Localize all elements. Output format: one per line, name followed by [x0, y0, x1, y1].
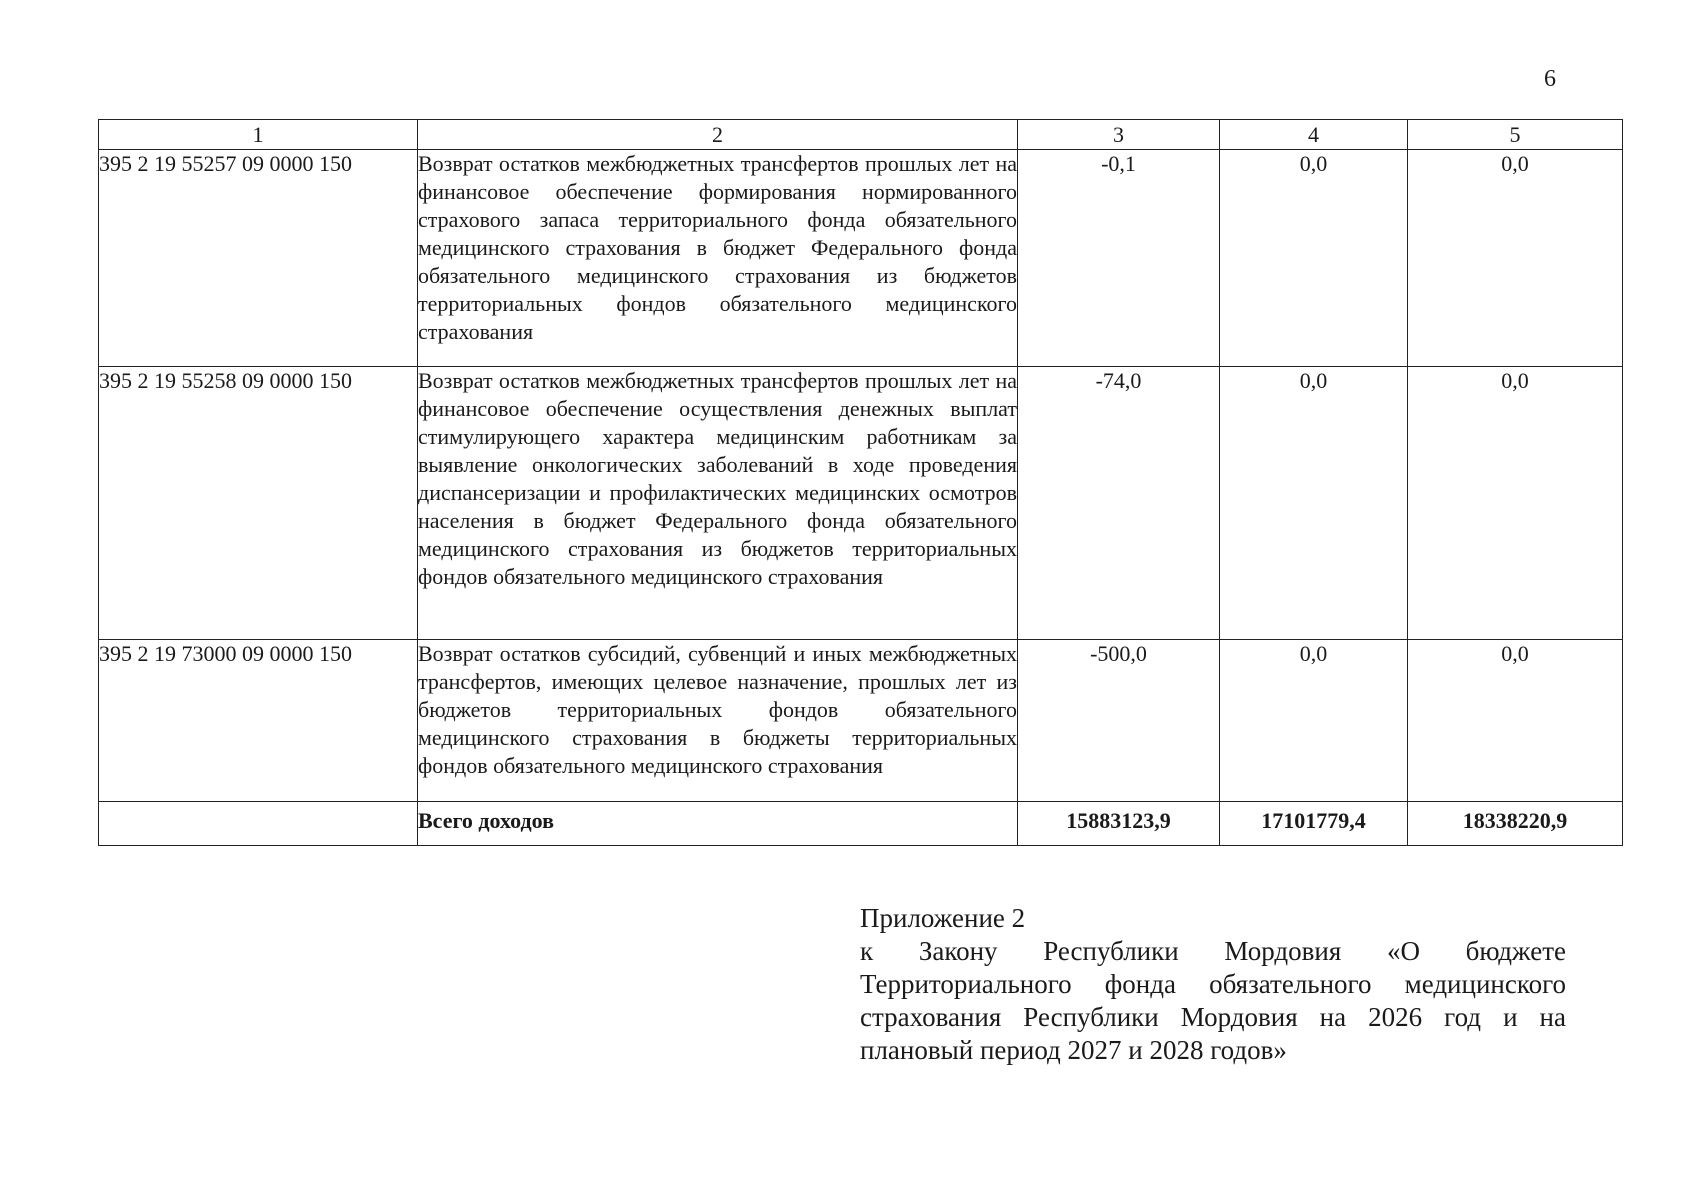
value-2028-cell: 0,0 [1408, 640, 1623, 802]
value-2027-cell: 0,0 [1220, 367, 1408, 640]
value-2026-cell: -0,1 [1018, 150, 1220, 367]
value-2026-cell: -74,0 [1018, 367, 1220, 640]
value-2026-cell: -500,0 [1018, 640, 1220, 802]
column-header-5: 5 [1408, 120, 1623, 150]
total-value-2026: 15883123,9 [1018, 802, 1220, 846]
column-header-2: 2 [418, 120, 1018, 150]
column-header-1: 1 [99, 120, 418, 150]
budget-code-cell: 395 2 19 73000 09 0000 150 [99, 640, 418, 802]
table-row [99, 150, 1623, 367]
value-2027-cell: 0,0 [1220, 640, 1408, 802]
revenue-name-cell: Возврат остатков межбюджетных трансфертов прошлых лет на финансовое обеспечение осуществления денежных выплат стимулирующего характера медицинским работникам за выявление онкологических заболеваний в ходе проведения диспансеризации и профилактических медицинских осмотров населения в бюджет Федерального фонда обязательного медицинского страхования из бюджетов территориальных фондов обязательного медицинского страхования [418, 367, 1018, 640]
value-2027-cell: 0,0 [1220, 150, 1408, 367]
total-row [99, 802, 1623, 846]
column-header-4: 4 [1220, 120, 1408, 150]
table-header-row [99, 120, 1623, 150]
appendix-title: Приложение 2 [860, 903, 1026, 933]
revenue-name-cell: Возврат остатков межбюджетных трансфертов прошлых лет на финансовое обеспечение формирования нормированного страхового запаса территориального фонда обязательного медицинского страхования в бюджет Федерального фонда обязательного медицинского страхования из бюджетов территориальных фондов обязательного медицинского страхования [418, 150, 1018, 367]
budget-code-cell: 395 2 19 55257 09 0000 150 [99, 150, 418, 367]
table-row [99, 367, 1623, 640]
page-number: 6 [1544, 66, 1556, 92]
budget-code-cell: 395 2 19 55258 09 0000 150 [99, 367, 418, 640]
value-2028-cell: 0,0 [1408, 150, 1623, 367]
total-value-2028: 18338220,9 [1408, 802, 1623, 846]
column-header-3: 3 [1018, 120, 1220, 150]
appendix-note [860, 902, 1566, 1067]
revenue-name-cell: Возврат остатков субсидий, субвенций и иных межбюджетных трансфертов, имеющих целевое назначение, прошлых лет из бюджетов территориальных фондов обязательного медицинского страхования в бюджеты территориальных фондов обязательного медицинского страхования [418, 640, 1018, 802]
table-row [99, 640, 1623, 802]
value-2028-cell: 0,0 [1408, 367, 1623, 640]
appendix-body: к Закону Республики Мордовия «О бюджете Территориального фонда обязательного медицинского страхования Республики Мордовия на 2026 год и на плановый период 2027 и 2028 годов» [860, 936, 1566, 1065]
total-label: Всего доходов [418, 802, 1018, 846]
revenue-table [98, 119, 1623, 846]
total-value-2027: 17101779,4 [1220, 802, 1408, 846]
total-code-cell [99, 802, 418, 846]
